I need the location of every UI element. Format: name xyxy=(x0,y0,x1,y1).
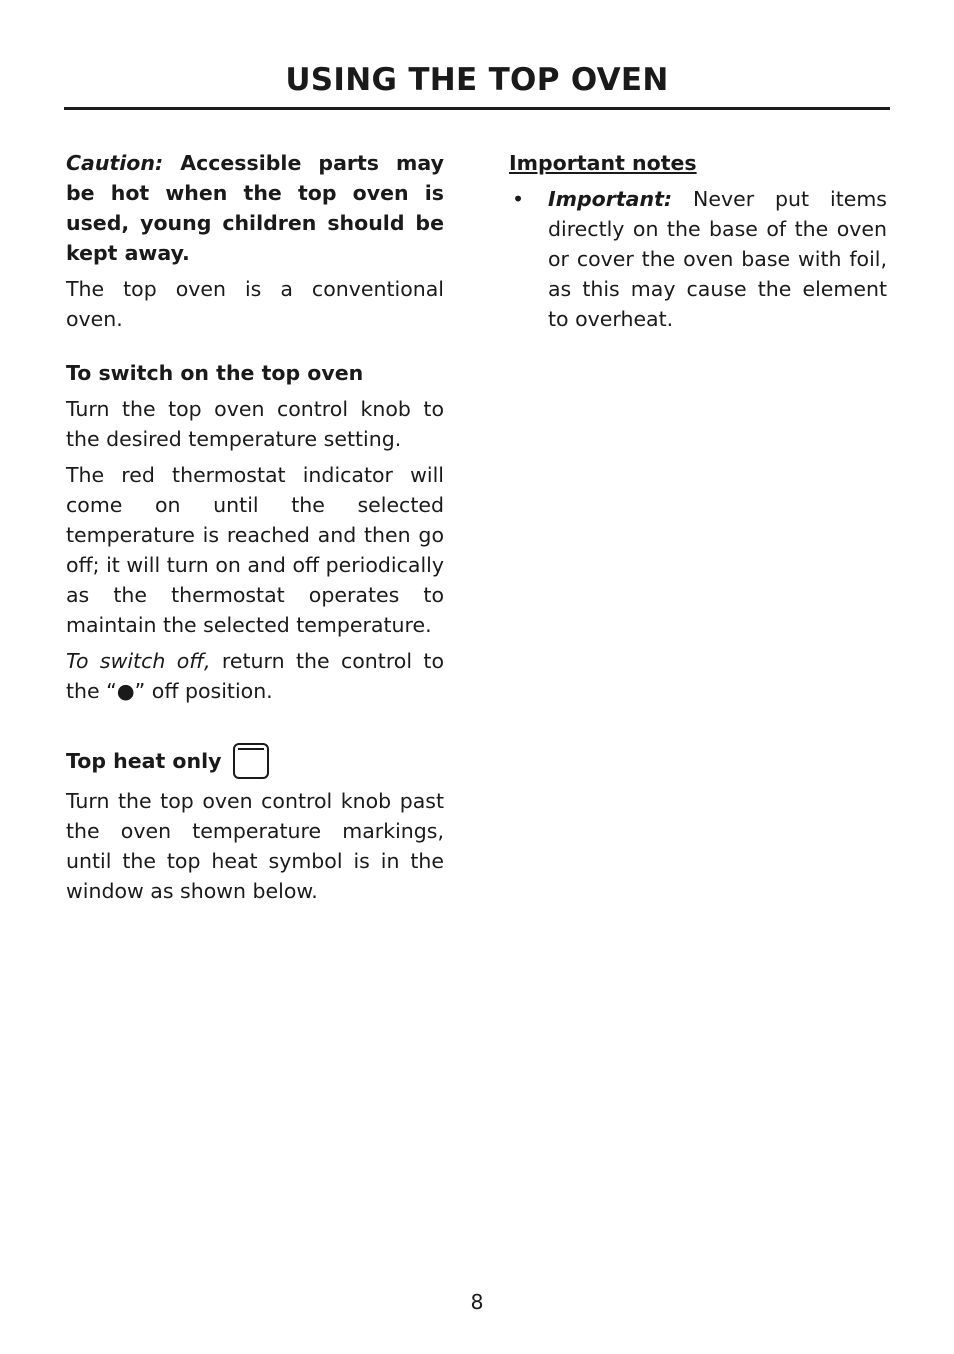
caution-notice xyxy=(66,148,444,268)
intro-text: The top oven is a conventional oven. xyxy=(66,277,444,331)
page-title: USING THE TOP OVEN xyxy=(285,62,669,98)
bullet-text xyxy=(548,184,887,334)
title-divider xyxy=(64,107,890,110)
top-heat-heading-label: Top heat only xyxy=(66,749,222,773)
switch-off-paragraph xyxy=(66,646,444,706)
page-number: 8 xyxy=(470,1290,484,1314)
switch-off-lead: To switch off, xyxy=(66,649,211,673)
caution-text: Accessible parts may be hot when the top oven is used, young children should be kept away. xyxy=(66,151,444,265)
list-item xyxy=(509,184,887,334)
caution-lead: Caution: xyxy=(66,151,164,175)
top-heat-symbol-icon xyxy=(232,742,270,780)
switch-off-text: return the control to the “●” off position. xyxy=(66,649,444,703)
bullet-body: Never put items directly on the base of the oven or cover the oven base with foil, as this may cause the element to overheat. xyxy=(548,187,887,331)
left-column xyxy=(66,148,444,906)
bullet-lead: Important: xyxy=(548,187,673,211)
switch-on-paragraph-1: Turn the top oven control knob to the desired temperature setting. xyxy=(66,397,444,451)
switch-on-paragraph-2: The red thermostat indicator will come on until the selected temperature is reached and then go off; it will turn on and off periodically as the thermostat operates to maintain the selected temperature. xyxy=(66,463,444,637)
important-notes-heading: Important notes xyxy=(509,151,697,175)
right-column xyxy=(509,148,887,334)
top-heat-heading xyxy=(66,742,444,780)
top-heat-paragraph: Turn the top oven control knob past the oven temperature markings, until the top heat symbol is in the window as shown below. xyxy=(66,789,444,903)
bullet-icon: • xyxy=(512,187,525,211)
switch-on-heading: To switch on the top oven xyxy=(66,361,364,385)
